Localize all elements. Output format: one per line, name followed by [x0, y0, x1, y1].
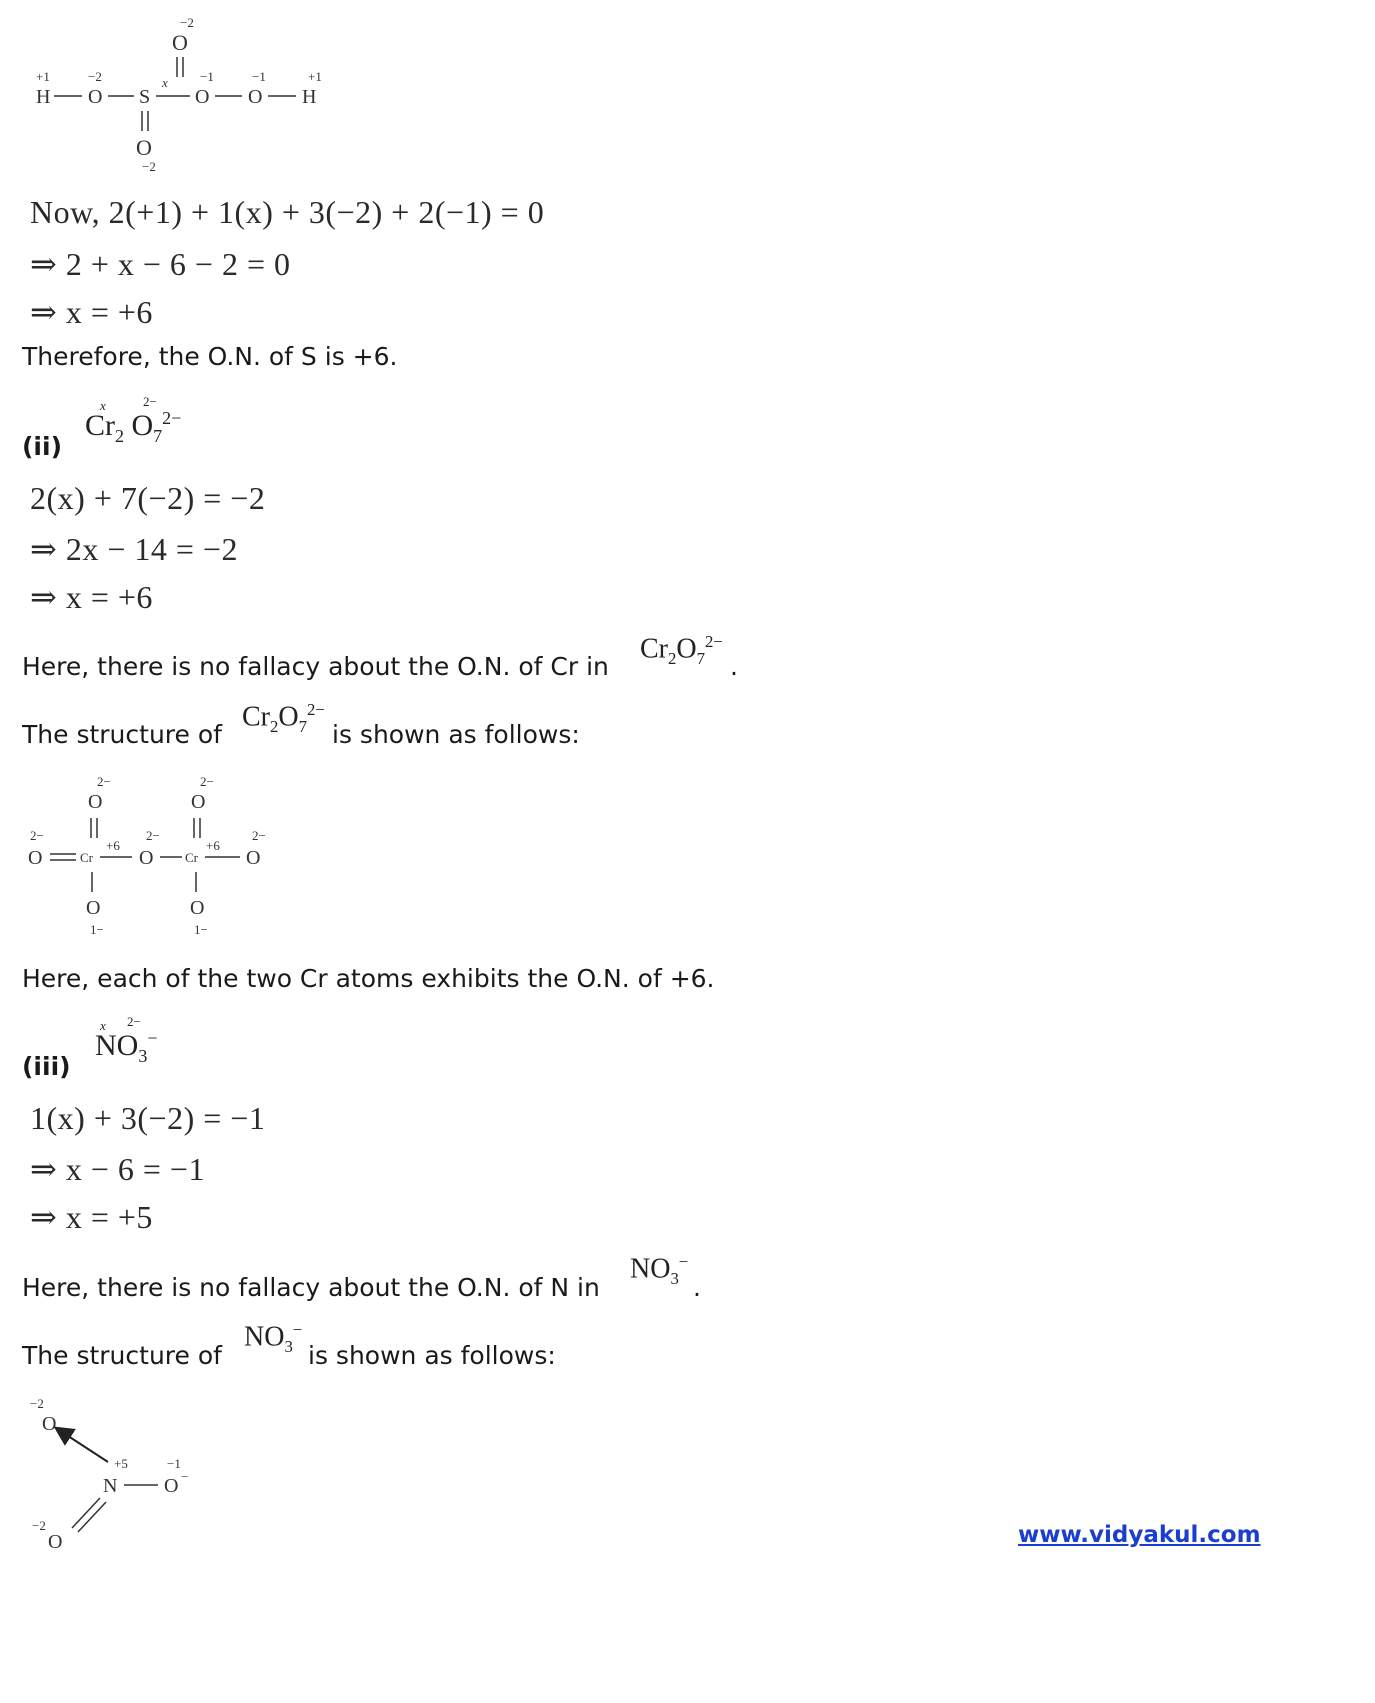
part-iii-label: (iii) [22, 1052, 71, 1081]
h2so5-structure [30, 5, 360, 185]
o-symbol: O [278, 701, 299, 733]
n-ox-label: x [100, 1018, 106, 1033]
o3-atom: O [48, 1531, 63, 1553]
equation-1-line-1: Now, 2(+1) + 1(x) + 3(−2) + 2(−1) = 0 [30, 194, 545, 230]
fallacy-n-formula [630, 1252, 688, 1289]
structure-n-after: is shown as follows: [308, 1341, 556, 1370]
equation-2-line-2: ⇒ 2x − 14 = −2 [30, 531, 238, 567]
h2-atom: H [302, 86, 317, 108]
cr-symbol: Cr [242, 701, 270, 733]
h2-charge: +1 [308, 69, 322, 84]
fallacy-cr-after: . [730, 652, 738, 681]
cr-subscript: 2 [668, 648, 677, 668]
equation-3-line-2: ⇒ x − 6 = −1 [30, 1151, 205, 1187]
o2-atom: O [164, 1475, 179, 1497]
s-atom: S [139, 86, 151, 108]
o-symbol: O [676, 633, 697, 665]
o-symbol: O [264, 1321, 285, 1353]
n-symbol: N [630, 1253, 651, 1285]
equation-3-line-3: ⇒ x = +5 [30, 1199, 153, 1235]
fallacy-n-before: Here, there is no fallacy about the O.N. of N in [22, 1273, 600, 1302]
left-o-atom: O [28, 847, 43, 869]
fallacy-n-after: . [693, 1273, 701, 1302]
part-ii-label: (ii) [22, 432, 62, 461]
each-cr-text: Here, each of the two Cr atoms exhibits the O.N. of +6. [22, 964, 715, 993]
o-bottom-charge: −2 [142, 159, 156, 174]
n-charge: +5 [114, 1456, 128, 1471]
o-ox-label: 2− [127, 1014, 141, 1029]
o-top-charge: −2 [180, 15, 194, 30]
structure-n-formula [244, 1320, 302, 1357]
charge-superscript: 2− [307, 700, 325, 719]
bottom-o2-atom: O [190, 897, 205, 919]
top-o1-charge: 2− [97, 774, 111, 789]
n-symbol: N [244, 1321, 265, 1353]
vidyakul-link[interactable]: www.vidyakul.com [1018, 1522, 1261, 1548]
dichromate-structure [22, 770, 282, 945]
o-symbol: O [116, 1029, 139, 1062]
fallacy-cr-before: Here, there is no fallacy about the O.N. of Cr in [22, 652, 609, 681]
left-o-charge: 2− [30, 828, 44, 843]
cr-symbol: Cr [640, 633, 668, 665]
equation-1-line-3: ⇒ x = +6 [30, 294, 153, 330]
o2-charge: −1 [200, 69, 214, 84]
o1-charge: −2 [88, 69, 102, 84]
o-top-atom: O [172, 30, 188, 55]
o-ox-label: 2− [143, 394, 157, 409]
bottom-o1-charge: 1− [90, 922, 104, 937]
structure-cr-formula [242, 700, 325, 737]
cr2-atom: Cr [185, 850, 198, 865]
equation-2-line-3: ⇒ x = +6 [30, 579, 153, 615]
charge-superscript: 2− [705, 632, 723, 651]
nitrate-structure [28, 1390, 208, 1555]
bottom-o2-charge: 1− [194, 922, 208, 937]
o-subscript: 3 [284, 1336, 293, 1356]
o2-charge: −1 [167, 1456, 181, 1471]
charge-superscript: 2− [162, 408, 182, 428]
bridge-o-charge: 2− [146, 828, 160, 843]
charge-superscript: − [678, 1252, 689, 1271]
structure-cr-after: is shown as follows: [332, 720, 580, 749]
o1-atom: O [42, 1413, 57, 1435]
h1-atom: H [36, 86, 51, 108]
bottom-o1-atom: O [86, 897, 101, 919]
o-symbol: O [131, 409, 154, 442]
fallacy-cr-formula [640, 632, 723, 669]
equation-3-line-1: 1(x) + 3(−2) = −1 [30, 1100, 266, 1136]
o-subscript: 7 [153, 426, 163, 446]
o3-charge: −1 [252, 69, 266, 84]
top-o2-atom: O [191, 791, 206, 813]
fallacy-cr-text [22, 652, 609, 681]
h1-charge: +1 [36, 69, 50, 84]
o-subscript: 7 [696, 648, 706, 668]
conclusion-sulfur: Therefore, the O.N. of S is +6. [22, 342, 398, 371]
cr-subscript: 2 [270, 716, 279, 736]
s-charge: x [162, 75, 168, 90]
n-symbol: N [95, 1029, 117, 1062]
charge-superscript: − [292, 1320, 303, 1339]
o-bottom-atom: O [136, 135, 152, 160]
top-o2-charge: 2− [200, 774, 214, 789]
top-o1-atom: O [88, 791, 103, 813]
o-subscript: 7 [298, 716, 308, 736]
cr-symbol: Cr [85, 409, 115, 442]
right-o-charge: 2− [252, 828, 266, 843]
o-subscript: 3 [670, 1268, 679, 1288]
o2-atom: O [195, 86, 210, 108]
bridge-o-atom: O [139, 847, 154, 869]
equation-2-line-1: 2(x) + 7(−2) = −2 [30, 480, 266, 516]
o-symbol: O [650, 1253, 671, 1285]
n-atom: N [103, 1475, 118, 1497]
right-o-atom: O [246, 847, 261, 869]
o2-ion-mark: − [181, 1469, 189, 1484]
o3-charge: −2 [32, 1518, 46, 1533]
equation-1-line-2: ⇒ 2 + x − 6 − 2 = 0 [30, 246, 291, 282]
cr1-charge: +6 [106, 838, 120, 853]
cr-subscript: 2 [115, 426, 124, 446]
o1-atom: O [88, 86, 103, 108]
o1-charge: −2 [30, 1396, 44, 1411]
cr1-atom: Cr [80, 850, 93, 865]
o3-atom: O [248, 86, 263, 108]
cr2-charge: +6 [206, 838, 220, 853]
o-subscript: 3 [138, 1046, 148, 1066]
structure-cr-before: The structure of [22, 720, 222, 749]
structure-n-before: The structure of [22, 1341, 222, 1370]
cr-ox-label: x [100, 398, 106, 413]
charge-superscript: − [147, 1028, 158, 1048]
